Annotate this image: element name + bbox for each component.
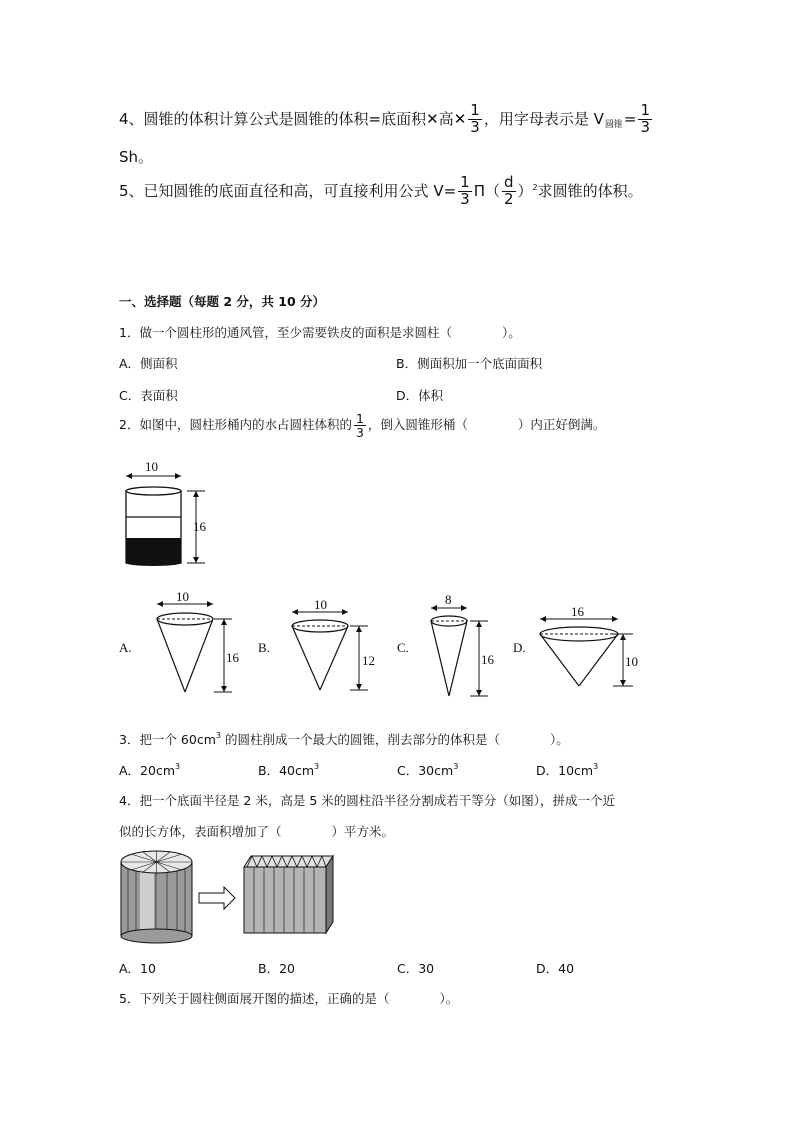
question-1-stem: 1．做一个圆柱形的通风管，至少需要铁皮的面积是求圆柱（ ）。 — [119, 325, 521, 340]
q3-option-b[interactable]: B．$40cm^3$ — [258, 762, 320, 778]
fraction-one-third: $\frac{1}{3}$ — [640, 101, 651, 136]
intro-item-4-after: ，用字母表示是 V — [483, 109, 604, 128]
question-5-stem: 5．下列关于圆柱侧面展开图的描述，正确的是（ ）。 — [119, 991, 459, 1006]
q1-option-b[interactable]: B．侧面积加一个底面面积 — [396, 356, 543, 371]
question-2-stem-b: ，倒入圆锥形桶（ ）内正好倒满。 — [367, 417, 606, 433]
q4-option-d[interactable]: D．40 — [536, 961, 575, 976]
fraction-one-third: $\frac{1}{3}$ — [355, 411, 364, 441]
cylinder-slices-figure — [121, 851, 333, 943]
cone-a-letter: A. — [119, 640, 132, 655]
cone-d — [513, 604, 638, 686]
cone-c-top-label: 8 — [445, 592, 452, 607]
intro-item-5-tail: 求圆锥的体积。 — [537, 181, 643, 200]
cone-a-side-label: 16 — [226, 650, 239, 665]
q1-option-c[interactable]: C．表面积 — [119, 388, 178, 403]
question-4-stem-line-1: 4．把一个底面半径是 2 米，高是 5 米的圆柱沿半径分割成若干等分（如图），拼成一个近 — [119, 793, 616, 808]
q1-option-a[interactable]: A．侧面积 — [119, 356, 178, 371]
cone-b-top-label: 10 — [314, 597, 327, 612]
times-sign: ✕ — [453, 109, 467, 128]
q3-option-a[interactable]: A．$20cm^3$ — [119, 762, 181, 778]
cone-d-letter: D. — [513, 640, 526, 655]
q3-option-d[interactable]: D．$10cm^3$ — [536, 762, 599, 778]
intro-item-5-lead: 5、已知圆锥的底面直径和高，可直接利用公式 V= — [119, 181, 457, 200]
q4-option-c[interactable]: C．30 — [397, 961, 435, 976]
cylinder — [126, 459, 207, 566]
cone-b — [258, 597, 375, 690]
cone-a-top-label: 10 — [176, 589, 189, 604]
cone-d-top-label: 16 — [571, 604, 584, 619]
fraction-d-over-2: $\frac{d}{2}$ — [503, 173, 514, 208]
question-4-stem-line-2: 似的长方体，表面积增加了（ ）平方米。 — [119, 824, 395, 839]
q1-option-d[interactable]: D．体积 — [396, 388, 444, 403]
cone-b-letter: B. — [258, 640, 270, 655]
fraction-one-third: $\frac{1}{3}$ — [470, 101, 480, 136]
q4-option-a[interactable]: A．10 — [119, 961, 156, 976]
q4-option-b[interactable]: B．20 — [258, 961, 295, 976]
cylinder-height-label: 16 — [193, 519, 206, 534]
q3-option-c[interactable]: C．$30cm^3$ — [397, 762, 459, 778]
cylinder-width-label: 10 — [145, 459, 158, 474]
times-sign: ✕ — [426, 109, 439, 128]
question-2-stem-a: 2．如图中，圆柱形桶内的水占圆柱体积的 — [119, 417, 352, 433]
fraction-one-third: $\frac{1}{3}$ — [460, 173, 470, 208]
close-paren: ） — [517, 181, 533, 200]
cone-b-side-label: 12 — [362, 653, 375, 668]
cone-c-side-label: 16 — [481, 652, 494, 667]
section-heading: 一、选择题（每题 2 分，共 10 分） — [119, 294, 326, 309]
question-3-stem-b: 的圆柱削成一个最大的圆锥，削去部分的体积是（ ）。 — [220, 732, 569, 747]
question-3-stem — [119, 730, 569, 748]
power-two: 2 — [532, 182, 538, 192]
intro-item-4-mid: 高 — [438, 109, 454, 128]
question-3-stem-a: 3．把一个 60cm — [119, 732, 216, 747]
intro-item-4-lead: 4、圆锥的体积计算公式是圆锥的体积=底面积 — [119, 109, 427, 128]
pi-symbol: П（ — [473, 181, 500, 200]
cone-a — [119, 589, 240, 692]
equals-sign: = — [623, 109, 637, 128]
cone-d-side-label: 10 — [625, 654, 638, 669]
cone-c-letter: C. — [397, 640, 409, 655]
cone-c — [397, 592, 495, 696]
subscript-cone: 圆锥 — [604, 119, 623, 130]
superscript-3: 3 — [215, 731, 221, 740]
intro-item-4-wrap: Sh。 — [119, 148, 154, 166]
